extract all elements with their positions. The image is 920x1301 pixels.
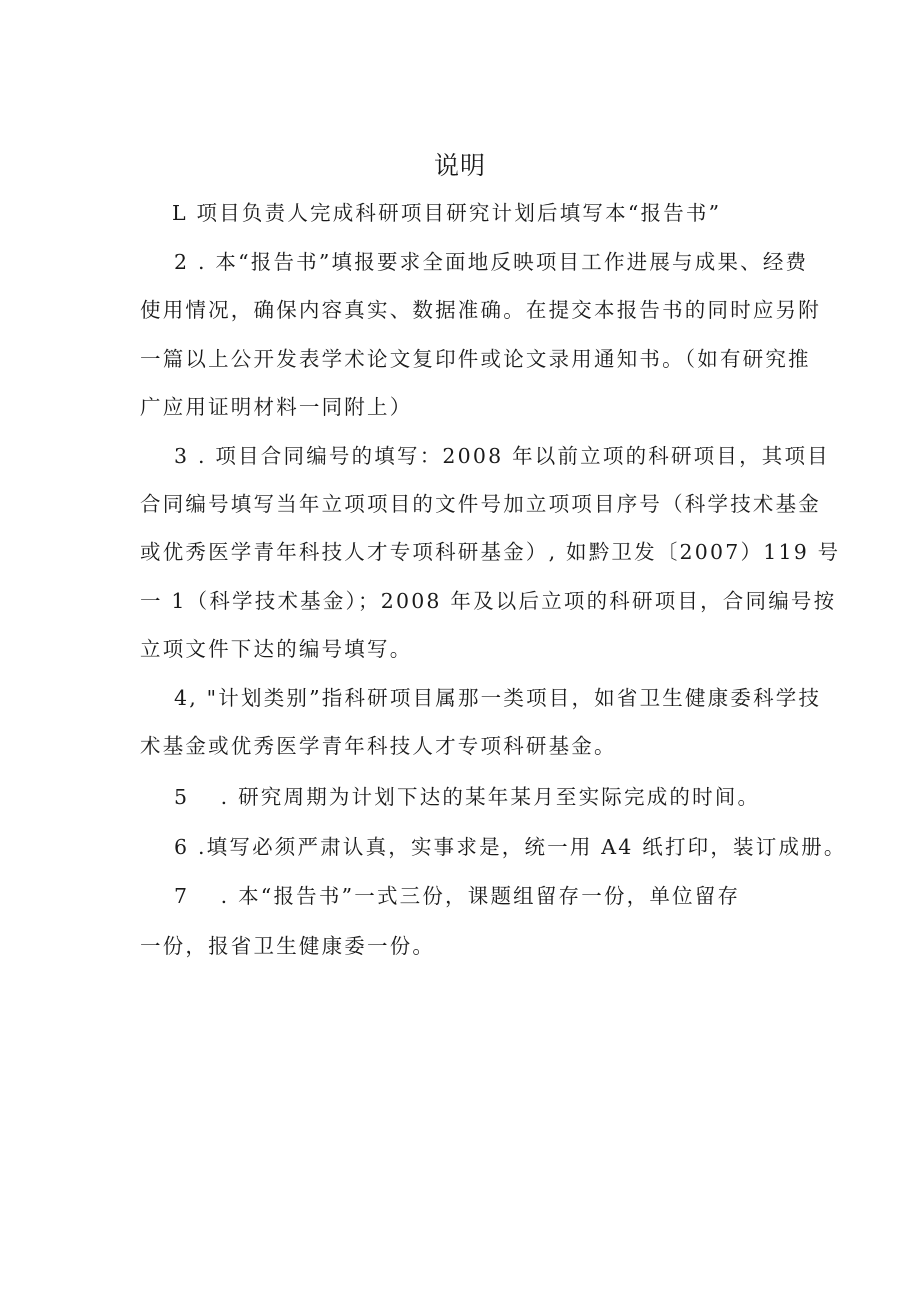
- note-item-7-line-2: 一份，报省卫生健康委一份。: [140, 934, 436, 958]
- note-item-3-line-4: 一 1（科学技术基金）；2008 年及以后立项的科研项目，合同编号按: [140, 589, 837, 613]
- note-item-3-line-3: 或优秀医学青年科技人才专项科研基金）, 如黔卫发〔2007）119 号: [140, 540, 841, 564]
- note-item-2-line-3: 一篇以上公开发表学术论文复印件或论文录用通知书。（如有研究推: [140, 347, 811, 371]
- note-item-6: 6 .填写必须严肃认真，实事求是，统一用 A4 纸打印，装订成册。: [174, 835, 847, 859]
- document-title: 说明: [433, 151, 486, 180]
- note-item-2-line-1: 2 . 本“报告书”填报要求全面地反映项目工作进展与成果、经费: [174, 250, 809, 274]
- note-item-1: L 项目负责人完成科研项目研究计划后填写本“报告书”: [172, 201, 722, 225]
- note-item-4-line-1: 4, "计划类别”指科研项目属那一类项目，如省卫生健康委科学技: [174, 686, 822, 710]
- note-item-5: 5 . 研究周期为计划下达的某年某月至实际完成的时间。: [174, 785, 761, 809]
- note-item-2-line-4: 广应用证明材料一同附上）: [140, 395, 413, 419]
- note-item-3-line-1: 3 . 项目合同编号的填写：2008 年以前立项的科研项目，其项目: [174, 444, 830, 468]
- note-item-2-line-2: 使用情况，确保内容真实、数据准确。在提交本报告书的同时应另附: [140, 298, 821, 322]
- note-item-3-line-5: 立项文件下达的编号填写。: [140, 637, 413, 661]
- note-item-4-line-2: 术基金或优秀医学青年科技人才专项科研基金。: [140, 734, 617, 758]
- note-item-3-line-2: 合同编号填写当年立项项目的文件号加立项项目序号（科学技术基金: [140, 492, 821, 516]
- note-item-7-line-1: 7 . 本“报告书”一式三份，课题组留存一份，单位留存: [174, 884, 741, 908]
